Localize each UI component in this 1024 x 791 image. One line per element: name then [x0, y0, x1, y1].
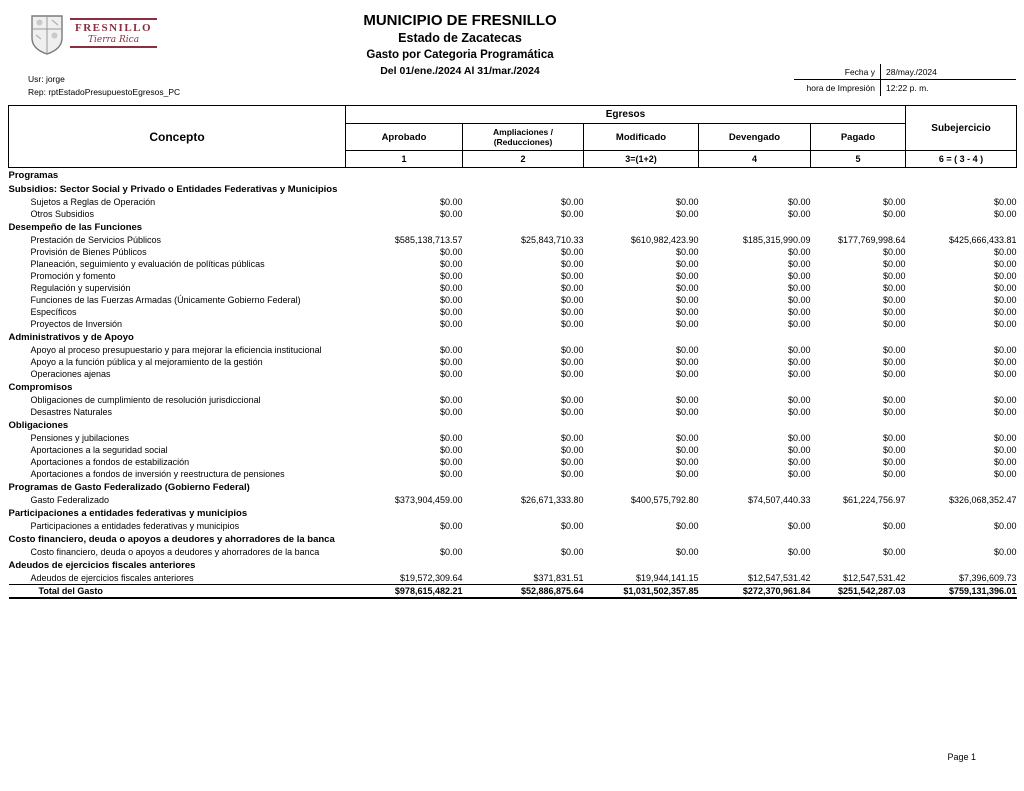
fresnillo-logo-name: FRESNILLO	[75, 22, 153, 34]
amount-cell: $0.00	[675, 356, 699, 367]
amount-cell: $0.00	[882, 294, 906, 305]
column-number-3: 3=(1+2)	[584, 151, 699, 168]
amount-cell: $0.00	[675, 406, 699, 417]
amount-cell: $0.00	[675, 318, 699, 329]
amount-cell: $371,831.51	[533, 572, 584, 583]
concept-label: Total del Gasto	[9, 585, 346, 599]
concept-label: Planeación, seguimiento y evaluación de políticas públicas	[30, 258, 265, 269]
amount-cell: $0.00	[675, 394, 699, 405]
amount-cell: $0.00	[882, 258, 906, 269]
amount-cell: $0.00	[882, 344, 906, 355]
column-number-1: 1	[346, 151, 463, 168]
municipal-crest-logo	[30, 14, 64, 56]
amount-cell: $0.00	[439, 258, 463, 269]
detail-row	[9, 318, 1017, 330]
detail-row	[9, 468, 1017, 480]
detail-row	[9, 234, 1017, 246]
amount-cell: $0.00	[993, 394, 1017, 405]
detail-row	[9, 270, 1017, 282]
section-row	[9, 480, 1017, 494]
amount-cell: $0.00	[560, 444, 584, 455]
amount-cell: $0.00	[439, 282, 463, 293]
amount-cell: $0.00	[787, 444, 811, 455]
amount-cell: $52,886,875.64	[463, 585, 584, 599]
amount-cell: $7,396,609.73	[958, 572, 1017, 583]
amount-cell: $0.00	[787, 306, 811, 317]
detail-row	[9, 306, 1017, 318]
amount-cell: $0.00	[882, 282, 906, 293]
amount-cell: $177,769,998.64	[837, 234, 906, 245]
concept-label: Provisión de Bienes Públicos	[30, 246, 147, 257]
page-subtitle: Estado de Zacatecas	[398, 31, 522, 45]
amount-cell: $0.00	[993, 282, 1017, 293]
amount-cell: $0.00	[560, 394, 584, 405]
amount-cell: $0.00	[439, 246, 463, 257]
amount-cell: $0.00	[675, 282, 699, 293]
amount-cell: $0.00	[993, 196, 1017, 207]
amount-cell: $0.00	[787, 368, 811, 379]
detail-row	[9, 444, 1017, 456]
report-period: Del 01/ene./2024 Al 31/mar./2024	[380, 65, 540, 77]
amount-cell: $0.00	[882, 406, 906, 417]
amount-cell: $0.00	[675, 468, 699, 479]
empty-cells	[346, 182, 1017, 196]
amount-cell: $0.00	[882, 468, 906, 479]
amount-cell: $0.00	[675, 246, 699, 257]
empty-cells	[346, 220, 1017, 234]
amount-cell: $251,542,287.03	[811, 585, 906, 599]
amount-cell: $0.00	[882, 306, 906, 317]
empty-cells	[346, 380, 1017, 394]
amount-cell: $0.00	[993, 208, 1017, 219]
amount-cell: $0.00	[882, 520, 906, 531]
amount-cell: $0.00	[787, 246, 811, 257]
amount-cell: $0.00	[993, 294, 1017, 305]
amount-cell: $0.00	[787, 456, 811, 467]
amount-cell: $0.00	[560, 196, 584, 207]
amount-cell: $425,666,433.81	[948, 234, 1017, 245]
amount-cell: $0.00	[993, 344, 1017, 355]
amount-cell: $0.00	[787, 406, 811, 417]
column-header-aprobado: Aprobado	[346, 124, 463, 151]
report-name: Gasto por Categoria Programática	[366, 49, 554, 61]
print-time-value: 12:22 p. m.	[880, 80, 1016, 96]
concept-label: Promoción y fomento	[30, 270, 116, 281]
amount-cell: $12,547,531.42	[747, 572, 811, 583]
concept-label: Otros Subsidios	[30, 208, 95, 219]
amount-cell: $0.00	[993, 468, 1017, 479]
amount-cell: $26,671,333.80	[520, 494, 584, 505]
report-table	[8, 105, 1017, 599]
amount-cell: $0.00	[993, 444, 1017, 455]
amount-cell: $585,138,713.57	[394, 234, 463, 245]
user-label: Usr: jorge	[28, 74, 65, 84]
amount-cell: $61,224,756.97	[842, 494, 906, 505]
concept-label: Específicos	[30, 306, 77, 317]
concept-label: Sujetos a Reglas de Operación	[30, 196, 156, 207]
amount-cell: $0.00	[993, 368, 1017, 379]
column-header-modificado: Modificado	[584, 124, 699, 151]
section-row	[9, 558, 1017, 572]
amount-cell: $0.00	[560, 546, 584, 557]
amount-cell: $0.00	[675, 208, 699, 219]
concept-label: Aportaciones a fondos de inversión y reestructura de pensiones	[30, 468, 285, 479]
section-row	[9, 532, 1017, 546]
amount-cell: $0.00	[882, 208, 906, 219]
amount-cell: $0.00	[675, 368, 699, 379]
concept-label: Participaciones a entidades federativas y municipios	[8, 508, 248, 519]
amount-cell: $0.00	[993, 406, 1017, 417]
concept-label: Programas	[8, 170, 59, 181]
section-row	[9, 506, 1017, 520]
empty-cells	[346, 532, 1017, 546]
amount-cell: $0.00	[993, 432, 1017, 443]
amount-cell: $0.00	[675, 294, 699, 305]
amount-cell: $326,068,352.47	[948, 494, 1017, 505]
concept-label: Programas de Gasto Federalizado (Gobierno Federal)	[8, 482, 250, 493]
amount-cell: $0.00	[439, 344, 463, 355]
amount-cell: $0.00	[439, 294, 463, 305]
detail-row	[9, 394, 1017, 406]
concept-label: Pensiones y jubilaciones	[30, 432, 130, 443]
column-header-ampliaciones: Ampliaciones / (Reducciones)	[463, 124, 584, 151]
amount-cell: $0.00	[882, 368, 906, 379]
amount-cell: $0.00	[787, 394, 811, 405]
amount-cell: $0.00	[787, 282, 811, 293]
amount-cell: $0.00	[882, 196, 906, 207]
concept-label: Apoyo a la función pública y al mejoramiento de la gestión	[30, 356, 263, 367]
amount-cell: $0.00	[882, 394, 906, 405]
concept-label: Adeudos de ejercicios fiscales anteriores	[30, 572, 194, 583]
concept-label: Apoyo al proceso presupuestario y para mejorar la eficiencia institucional	[30, 344, 322, 355]
concept-label: Operaciones ajenas	[30, 368, 111, 379]
amount-cell: $0.00	[882, 270, 906, 281]
amount-cell: $0.00	[787, 344, 811, 355]
amount-cell: $19,944,141.15	[635, 572, 699, 583]
concept-label: Aportaciones a fondos de estabilización	[30, 456, 190, 467]
page-footer	[947, 752, 976, 762]
amount-cell: $19,572,309.64	[399, 572, 463, 583]
amount-cell: $978,615,482.21	[346, 585, 463, 599]
section-row	[9, 182, 1017, 196]
concept-label: Costo financiero, deuda o apoyos a deudores y ahorradores de la banca	[8, 534, 335, 545]
amount-cell: $0.00	[675, 456, 699, 467]
amount-cell: $0.00	[560, 368, 584, 379]
column-group-egresos: Egresos	[346, 106, 906, 124]
amount-cell: $610,982,423.90	[630, 234, 699, 245]
concept-label: Subsidios: Sector Social y Privado o Entidades Federativas y Municipios	[8, 184, 338, 195]
amount-cell: $0.00	[439, 456, 463, 467]
amount-cell: $0.00	[560, 432, 584, 443]
amount-cell: $0.00	[787, 432, 811, 443]
amount-cell: $0.00	[560, 468, 584, 479]
concept-label: Aportaciones a la seguridad social	[30, 444, 168, 455]
amount-cell: $185,315,990.09	[742, 234, 811, 245]
detail-row	[9, 546, 1017, 558]
amount-cell: $0.00	[882, 456, 906, 467]
concept-label: Desempeño de las Funciones	[8, 222, 143, 233]
report-id-label: Rep: rptEstadoPresupuestoEgresos_PC	[28, 87, 181, 97]
empty-cells	[346, 330, 1017, 344]
print-date-value: 28/may./2024	[880, 64, 1016, 79]
amount-cell: $0.00	[882, 432, 906, 443]
amount-cell: $0.00	[882, 546, 906, 557]
fresnillo-logo-tagline: Tierra Rica	[87, 35, 140, 45]
empty-cells	[346, 480, 1017, 494]
page-number: Page 1	[947, 752, 976, 762]
print-time-label: hora de Impresión	[806, 83, 875, 93]
detail-row	[9, 246, 1017, 258]
concept-label: Obligaciones	[8, 420, 69, 431]
amount-cell: $0.00	[787, 356, 811, 367]
amount-cell: $0.00	[675, 306, 699, 317]
concept-label: Desastres Naturales	[30, 406, 113, 417]
concept-label: Adeudos de ejercicios fiscales anteriores	[8, 560, 196, 571]
empty-cells	[346, 506, 1017, 520]
amount-cell: $25,843,710.33	[520, 234, 584, 245]
amount-cell: $0.00	[787, 196, 811, 207]
detail-row	[9, 456, 1017, 468]
amount-cell: $0.00	[993, 306, 1017, 317]
amount-cell: $0.00	[439, 432, 463, 443]
amount-cell: $0.00	[675, 196, 699, 207]
group-header-row	[9, 106, 1017, 124]
empty-cells	[346, 168, 1017, 183]
detail-row	[9, 258, 1017, 270]
amount-cell: $74,507,440.33	[747, 494, 811, 505]
amount-cell: $0.00	[993, 456, 1017, 467]
column-number-6: 6 = ( 3 - 4 )	[906, 151, 1017, 168]
amount-cell: $0.00	[882, 356, 906, 367]
amount-cell: $0.00	[675, 344, 699, 355]
amount-cell: $373,904,459.00	[394, 494, 463, 505]
detail-row	[9, 196, 1017, 208]
print-info	[794, 64, 1016, 96]
amount-cell: $0.00	[675, 270, 699, 281]
detail-row	[9, 520, 1017, 532]
concept-label: Costo financiero, deuda o apoyos a deudores y ahorradores de la banca	[30, 546, 320, 557]
detail-row	[9, 368, 1017, 380]
detail-row	[9, 356, 1017, 368]
amount-cell: $0.00	[560, 208, 584, 219]
amount-cell: $0.00	[439, 208, 463, 219]
amount-cell: $0.00	[560, 306, 584, 317]
section-row	[9, 330, 1017, 344]
amount-cell: $0.00	[882, 318, 906, 329]
print-date-label: Fecha y	[844, 66, 875, 77]
title-block	[160, 12, 760, 77]
detail-row	[9, 208, 1017, 220]
amount-cell: $0.00	[439, 444, 463, 455]
print-time-row	[794, 80, 1016, 96]
amount-cell: $272,370,961.84	[699, 585, 811, 599]
amount-cell: $0.00	[787, 546, 811, 557]
amount-cell: $0.00	[439, 546, 463, 557]
amount-cell: $0.00	[675, 520, 699, 531]
column-number-4: 4	[699, 151, 811, 168]
amount-cell: $0.00	[787, 520, 811, 531]
column-header-subejercicio: Subejercicio	[906, 106, 1017, 151]
detail-row	[9, 494, 1017, 506]
amount-cell: $0.00	[675, 546, 699, 557]
amount-cell: $0.00	[439, 196, 463, 207]
amount-cell: $0.00	[439, 406, 463, 417]
amount-cell: $0.00	[993, 258, 1017, 269]
amount-cell: $0.00	[787, 468, 811, 479]
report-table-head	[9, 106, 1017, 168]
page-title: MUNICIPIO DE FRESNILLO	[363, 12, 557, 29]
amount-cell: $0.00	[439, 368, 463, 379]
concept-label: Compromisos	[8, 382, 73, 393]
amount-cell: $0.00	[560, 406, 584, 417]
amount-cell: $0.00	[560, 270, 584, 281]
amount-cell: $0.00	[439, 394, 463, 405]
concept-label: Gasto Federalizado	[30, 494, 110, 505]
amount-cell: $0.00	[993, 356, 1017, 367]
amount-cell: $1,031,502,357.85	[584, 585, 699, 599]
amount-cell: $0.00	[993, 246, 1017, 257]
concept-label: Proyectos de Inversión	[30, 318, 123, 329]
amount-cell: $0.00	[675, 432, 699, 443]
concept-label: Prestación de Servicios Públicos	[30, 234, 162, 245]
column-number-5: 5	[811, 151, 906, 168]
amount-cell: $0.00	[787, 294, 811, 305]
concept-label: Regulación y supervisión	[30, 282, 131, 293]
column-header-concepto: Concepto	[9, 106, 346, 168]
amount-cell: $0.00	[560, 520, 584, 531]
detail-row	[9, 294, 1017, 306]
report-table-body	[9, 168, 1017, 599]
concept-label: Obligaciones de cumplimiento de resolución jurisdiccional	[30, 394, 261, 405]
amount-cell: $0.00	[560, 456, 584, 467]
detail-row	[9, 406, 1017, 418]
amount-cell: $759,131,396.01	[906, 585, 1017, 599]
amount-cell: $0.00	[993, 546, 1017, 557]
amount-cell: $0.00	[439, 356, 463, 367]
amount-cell: $0.00	[439, 318, 463, 329]
amount-cell: $0.00	[560, 344, 584, 355]
amount-cell: $0.00	[882, 444, 906, 455]
column-header-pagado: Pagado	[811, 124, 906, 151]
print-date-row	[794, 64, 1016, 80]
column-header-devengado: Devengado	[699, 124, 811, 151]
amount-cell: $0.00	[993, 270, 1017, 281]
amount-cell: $0.00	[787, 270, 811, 281]
amount-cell: $12,547,531.42	[842, 572, 906, 583]
section-row	[9, 168, 1017, 183]
detail-row	[9, 282, 1017, 294]
detail-row	[9, 572, 1017, 585]
amount-cell: $0.00	[675, 444, 699, 455]
user-info	[28, 73, 180, 99]
section-row	[9, 380, 1017, 394]
amount-cell: $0.00	[439, 306, 463, 317]
logo-area	[30, 14, 157, 56]
concept-label: Administrativos y de Apoyo	[8, 332, 134, 343]
detail-row	[9, 432, 1017, 444]
concept-label: Funciones de las Fuerzas Armadas (Únicamente Gobierno Federal)	[30, 294, 301, 305]
amount-cell: $0.00	[787, 258, 811, 269]
amount-cell: $0.00	[993, 520, 1017, 531]
amount-cell: $0.00	[675, 258, 699, 269]
amount-cell: $0.00	[439, 468, 463, 479]
empty-cells	[346, 558, 1017, 572]
section-row	[9, 220, 1017, 234]
amount-cell: $0.00	[560, 282, 584, 293]
concept-label: Participaciones a entidades federativas y municipios	[30, 520, 240, 531]
amount-cell: $0.00	[787, 208, 811, 219]
amount-cell: $0.00	[787, 318, 811, 329]
amount-cell: $0.00	[439, 270, 463, 281]
fresnillo-logo	[70, 18, 157, 48]
amount-cell: $0.00	[560, 356, 584, 367]
amount-cell: $0.00	[560, 294, 584, 305]
amount-cell: $400,575,792.80	[630, 494, 699, 505]
empty-cells	[346, 418, 1017, 432]
amount-cell: $0.00	[882, 246, 906, 257]
amount-cell: $0.00	[560, 318, 584, 329]
amount-cell: $0.00	[560, 258, 584, 269]
total-row	[9, 585, 1017, 599]
detail-row	[9, 344, 1017, 356]
column-number-2: 2	[463, 151, 584, 168]
amount-cell: $0.00	[993, 318, 1017, 329]
section-row	[9, 418, 1017, 432]
amount-cell: $0.00	[439, 520, 463, 531]
amount-cell: $0.00	[560, 246, 584, 257]
